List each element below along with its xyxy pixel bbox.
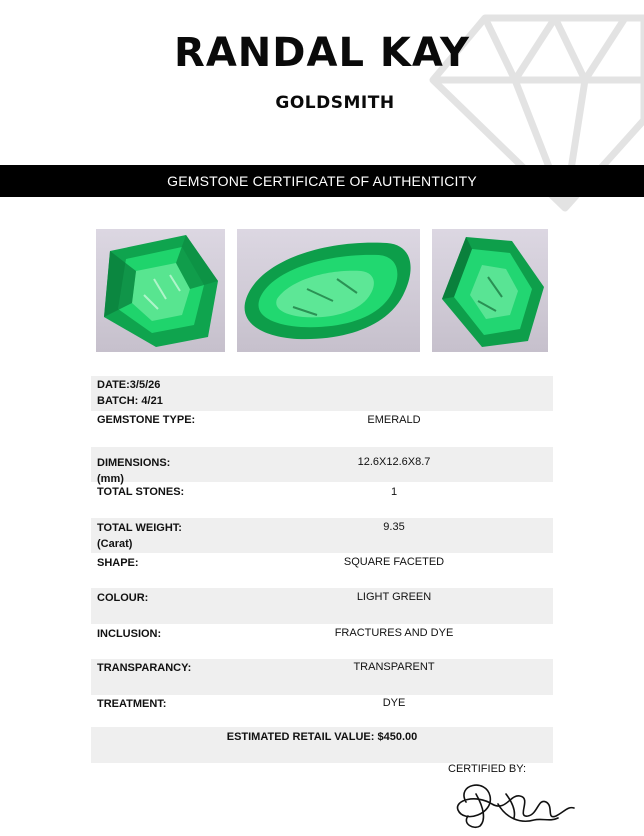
- brand-name: RANDAL KAY: [174, 30, 470, 76]
- row-label: INCLUSION:: [97, 627, 162, 640]
- row-value: 9.35: [383, 520, 405, 533]
- date-batch-row: [91, 376, 553, 411]
- batch-label: BATCH: 4/21: [97, 395, 163, 407]
- table-row-transparency: [91, 659, 553, 694]
- row-label-unit: (Carat): [97, 537, 133, 550]
- table-row-colour: [91, 588, 553, 623]
- row-label-unit: (mm): [97, 472, 124, 485]
- emerald-photo-oval: [237, 229, 420, 352]
- row-value: 1: [390, 486, 398, 499]
- table-row-dimensions: [91, 447, 553, 485]
- emerald-gem-icon: [237, 229, 420, 352]
- row-value: DYE: [382, 696, 406, 709]
- emerald-photo-angled: [432, 229, 548, 352]
- emerald-photo-square: [96, 229, 225, 352]
- table-row-total-weight: [91, 518, 553, 553]
- certified-by-label: CERTIFIED BY:: [448, 763, 527, 775]
- table-row-treatment: [91, 695, 553, 730]
- row-label: COLOUR:: [97, 592, 149, 605]
- row-label: TOTAL WEIGHT:: [97, 521, 182, 534]
- row-value: FRACTURES AND DYE: [334, 626, 454, 639]
- date-label: DATE:3/5/26: [97, 379, 161, 391]
- certificate-banner: GEMSTONE CERTIFICATE OF AUTHENTICITY: [0, 165, 644, 197]
- brand-subtitle: GOLDSMITH: [275, 93, 395, 113]
- row-value: TRANSPARENT: [353, 661, 435, 674]
- table-row-gemstone-type: [91, 411, 553, 446]
- row-value: LIGHT GREEN: [356, 591, 432, 604]
- row-label: SHAPE:: [97, 556, 139, 569]
- row-label: TREATMENT:: [97, 697, 167, 710]
- row-label: TRANSPARANCY:: [97, 662, 192, 675]
- estimated-value-row: [91, 727, 553, 763]
- emerald-gem-icon: [432, 229, 548, 352]
- table-row-total-stones: [91, 482, 553, 517]
- estimated-value: ESTIMATED RETAIL VALUE: $450.00: [226, 731, 418, 743]
- row-value: EMERALD: [367, 414, 421, 427]
- emerald-gem-icon: [96, 229, 225, 352]
- table-row-shape: [91, 553, 553, 588]
- row-label: DIMENSIONS:: [97, 456, 171, 469]
- table-row-inclusion: [91, 624, 553, 659]
- gemstone-details-table: [91, 376, 553, 730]
- row-value: 12.6X12.6X8.7: [357, 455, 431, 468]
- signature-icon: [446, 774, 576, 830]
- row-label: TOTAL STONES:: [97, 486, 185, 499]
- row-label: GEMSTONE TYPE:: [97, 414, 196, 427]
- row-value: SQUARE FACETED: [343, 555, 445, 568]
